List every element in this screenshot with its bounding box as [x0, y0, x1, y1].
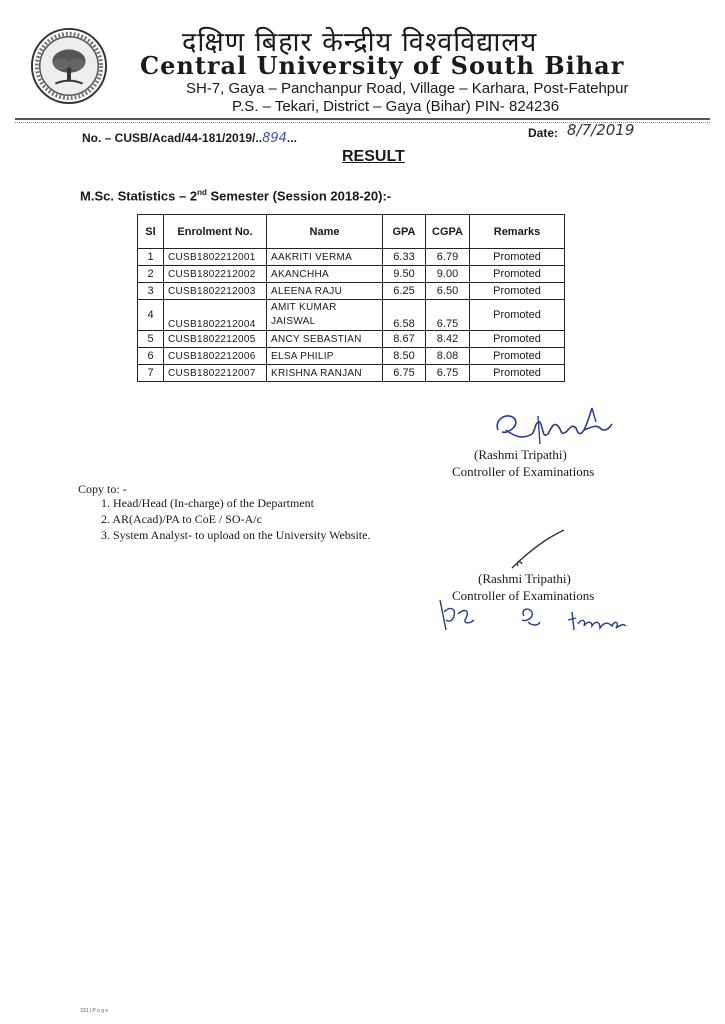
cell-cgpa: 6.79 [426, 249, 470, 266]
copy-to-item: 2. AR(Acad)/PA to CoE / SO-A/c [101, 512, 262, 526]
header-cgpa: CGPA [426, 215, 470, 249]
reference-suffix: ... [286, 131, 297, 145]
cell-gpa: 6.58 [383, 300, 426, 331]
programme-rest: Semester (Session 2018-20):- [206, 188, 392, 204]
signature-1-icon [492, 400, 622, 448]
cell-name-line-2: JAISWAL [271, 316, 316, 327]
cell-remarks: Promoted [470, 249, 565, 266]
cell-remarks: Promoted [470, 300, 565, 331]
cell-name: AAKRITI VERMA [267, 249, 383, 266]
cell-remarks: Promoted [470, 331, 565, 348]
cell-cgpa: 8.08 [426, 348, 470, 365]
cell-enrolment: CUSB1802212004 [164, 300, 267, 331]
cell-cgpa: 9.00 [426, 266, 470, 283]
cell-remarks: Promoted [470, 365, 565, 382]
date-handwritten: 8/7/2019 [567, 121, 635, 139]
cell-enrolment: CUSB1802212001 [164, 249, 267, 266]
cell-cgpa: 6.50 [426, 283, 470, 300]
header-sl: Sl [138, 215, 164, 249]
address-line-1: SH-7, Gaya – Panchanpur Road, Village – Karhara, Post-Fatehpur [186, 80, 629, 97]
header-divider [15, 118, 710, 120]
signatory-2-title: Controller of Examinations [452, 588, 595, 603]
copy-to-item: 1. Head/Head (In-charge) of the Department [101, 496, 315, 510]
cell-name [267, 300, 383, 331]
table-row [138, 300, 565, 331]
signatory-1-title: Controller of Examinations [452, 464, 595, 479]
university-name-hindi: दक्षिण बिहार केन्द्रीय विश्वविद्यालय [182, 27, 538, 58]
cell-gpa: 6.25 [383, 283, 426, 300]
signature-2-icon [508, 528, 568, 572]
reference-prefix: No. – CUSB/Acad/44-181/2019/.. [82, 131, 263, 145]
header-remarks: Remarks [470, 215, 565, 249]
cell-cgpa: 6.75 [426, 365, 470, 382]
address-line-2: P.S. – Tekari, District – Gaya (Bihar) PIN- 824236 [232, 98, 560, 115]
cell-remarks: Promoted [470, 266, 565, 283]
table-row [138, 249, 565, 266]
table-row [138, 283, 565, 300]
cell-name: ANCY SEBASTIAN [267, 331, 383, 348]
cell-name: KRISHNA RANJAN [267, 365, 383, 382]
cell-gpa: 9.50 [383, 266, 426, 283]
cell-cgpa: 8.42 [426, 331, 470, 348]
header-name: Name [267, 215, 383, 249]
result-heading: RESULT [342, 148, 405, 165]
cell-enrolment: CUSB1802212003 [164, 283, 267, 300]
table-row [138, 365, 565, 382]
cell-gpa: 8.50 [383, 348, 426, 365]
table-row [138, 348, 565, 365]
cell-sl: 3 [138, 283, 164, 300]
copy-to-item: 3. System Analyst- to upload on the University Website. [101, 528, 371, 542]
university-logo-icon [30, 27, 108, 105]
cell-name: ALEENA RAJU [267, 283, 383, 300]
result-table [137, 214, 565, 382]
cell-remarks: Promoted [470, 348, 565, 365]
page-footer: 333 | P a g e [80, 1008, 109, 1014]
cell-enrolment: CUSB1802212005 [164, 331, 267, 348]
reference-handwritten-number: 894 [262, 131, 287, 146]
cell-sl: 5 [138, 331, 164, 348]
cell-remarks: Promoted [470, 283, 565, 300]
programme-main: M.Sc. Statistics – 2 [80, 188, 198, 204]
header-enrolment: Enrolment No. [164, 215, 267, 249]
cell-enrolment: CUSB1802212006 [164, 348, 267, 365]
cell-enrolment: CUSB1802212002 [164, 266, 267, 283]
cell-sl: 2 [138, 266, 164, 283]
programme-title [80, 188, 391, 203]
cell-name: AKANCHHA [267, 266, 383, 283]
date-label: Date: [528, 126, 559, 140]
programme-sup: nd [197, 188, 207, 197]
table-row [138, 266, 565, 283]
cell-sl: 4 [138, 300, 164, 331]
cell-name: ELSA PHILIP [267, 348, 383, 365]
copy-to-label: Copy to: - [78, 482, 127, 496]
handwritten-initials-icon [436, 594, 636, 642]
cell-name-line-1: AMIT KUMAR [271, 302, 337, 313]
table-row [138, 331, 565, 348]
signatory-1-name: (Rashmi Tripathi) [474, 447, 567, 462]
cell-gpa: 6.75 [383, 365, 426, 382]
signatory-2-name: (Rashmi Tripathi) [478, 571, 571, 586]
cell-sl: 7 [138, 365, 164, 382]
cell-sl: 6 [138, 348, 164, 365]
cell-sl: 1 [138, 249, 164, 266]
table-header-row [138, 215, 565, 249]
cell-gpa: 8.67 [383, 331, 426, 348]
university-name-english: Central University of South Bihar [140, 51, 625, 80]
cell-gpa: 6.33 [383, 249, 426, 266]
cell-enrolment: CUSB1802212007 [164, 365, 267, 382]
cell-cgpa: 6.75 [426, 300, 470, 331]
reference-number [82, 131, 297, 146]
header-gpa: GPA [383, 215, 426, 249]
